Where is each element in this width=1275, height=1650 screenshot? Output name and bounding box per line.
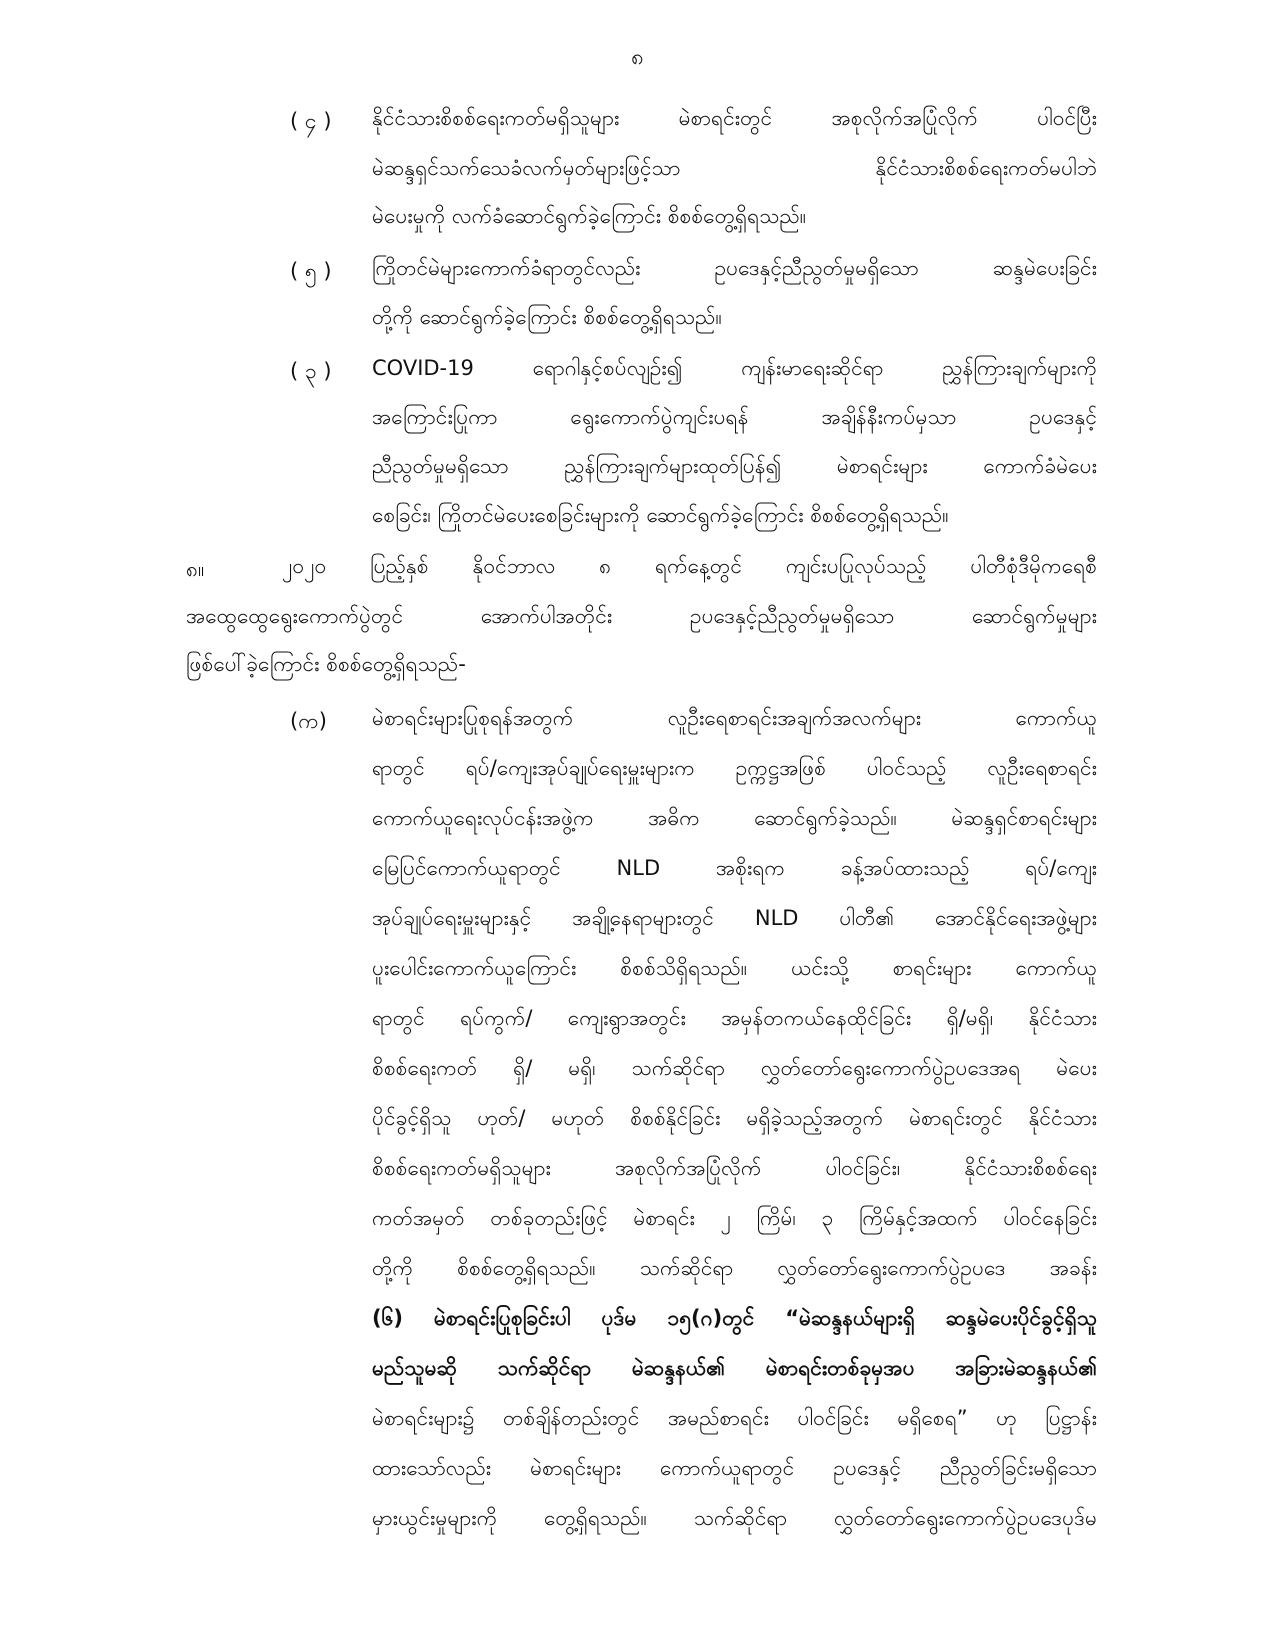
item-line: ညီညွတ်မှုမရှိသော ညွှန်ကြားချက်များထုတ်ပြန်၍ မဲစာရင်းများ ကောက်ခံမဲပေး xyxy=(372,454,1097,478)
item-label: ( ၅ ) xyxy=(290,259,332,283)
item-line: ကြိုတင်မဲများကောက်ခံရာတွင်လည်း ဥပဒေနှင့်ညီညွတ်မှုမရှိသော ဆန္ဒမဲပေးခြင်း xyxy=(372,256,1097,280)
subitem-line: စိစစ်ရေးကတ်မရှိသူများ အစုလိုက်အပြုံလိုက် ပါဝင်ခြင်း၊ နိုင်ငံသားစိစစ်ရေး xyxy=(372,1156,1097,1180)
subitem-line: မြေပြင်ကောက်ယူရာတွင် NLD အစိုးရက ခန့်အပ်ထားသည့် ရပ်/ကျေး xyxy=(372,856,1097,880)
subitem-line: ရာတွင် ရပ်ကွက်/ ကျေးရွာအတွင်း အမှန်တကယ်နေထိုင်ခြင်း ရှိ/မရှိ၊ နိုင်ငံသား xyxy=(372,1006,1097,1030)
subitem-line: ကောက်ယူရေးလုပ်ငန်းအဖွဲ့က အဓိက ဆောင်ရွက်ခဲ့သည်။ မဲဆန္ဒရှင်စာရင်းများ xyxy=(372,806,1097,830)
subitem-line-bold: မည်သူမဆို သက်ဆိုင်ရာ မဲဆန္ဒနယ်၏ မဲစာရင်းတစ်ခုမှအပ အခြားမဲဆန္ဒနယ်၏ xyxy=(372,1356,1097,1380)
section-number: ၈။ xyxy=(186,557,205,581)
subitem-line: တို့ကို စိစစ်တွေ့ရှိရသည်။ သက်ဆိုင်ရာ လွှတ်တော်ရွေးကောက်ပွဲဥပဒေ အခန်း xyxy=(372,1256,1097,1280)
item-line: မဲဆန္ဒရှင်သက်သေခံလက်မှတ်များဖြင့်သာ နိုင်ငံသားစိစစ်ရေးကတ်မပါဘဲ xyxy=(372,156,1097,180)
subitem-line: ပူးပေါင်းကောက်ယူကြောင်း စိစစ်သိရှိရသည်။ ယင်းသို့ စာရင်းများ ကောက်ယူ xyxy=(372,956,1097,980)
subitem-line: ထားသော်လည်း မဲစာရင်းများ ကောက်ယူရာတွင် ဥပဒေနှင့် ညီညွတ်ခြင်းမရှိသော xyxy=(372,1456,1097,1480)
section-line: ဖြစ်ပေါ်ခဲ့ကြောင်း စိစစ်တွေ့ရှိရသည်- xyxy=(186,652,466,676)
item-line: မဲပေးမှုကို လက်ခံဆောင်ရွက်ခဲ့ကြောင်း စိစစ်တွေ့ရှိရသည်။ xyxy=(372,204,807,228)
subitem-line: ရာတွင် ရပ်/ကျေးအုပ်ချုပ်ရေးမှူးများက ဥက္ကဋ္ဌအဖြစ် ပါဝင်သည့် လူဦးရေစာရင်း xyxy=(372,756,1097,780)
item-line: စေခြင်း၊ ကြိုတင်မဲပေးစေခြင်းများကို ဆောင်ရွက်ခဲ့ကြောင်း စိစစ်တွေ့ရှိရသည်။ xyxy=(372,503,949,527)
subitem-line: ပိုင်ခွင့်ရှိသူ ဟုတ်/ မဟုတ် စိစစ်နိုင်ခြင်း မရှိခဲ့သည့်အတွက် မဲစာရင်းတွင် နိုင်ငံသား xyxy=(372,1106,1097,1130)
item-line: အကြောင်းပြုကာ ရွေးကောက်ပွဲကျင်းပရန် အချိန်နီးကပ်မှသာ ဥပဒေနှင့် xyxy=(372,405,1097,429)
subitem-line: မဲစာရင်းများပြုစုရန်အတွက် လူဦးရေစာရင်းအချက်အလက်များ ကောက်ယူ xyxy=(372,706,1097,730)
subitem-line-bold: (၆) မဲစာရင်းပြုစုခြင်းပါ ပုဒ်မ ၁၅(ဂ)တွင် “မဲဆန္ဒနယ်များရှိ ဆန္ဒမဲပေးပိုင်ခွင့်ရှိသူ xyxy=(372,1306,1097,1330)
subitem-label: (က) xyxy=(290,709,327,733)
item-line: နိုင်ငံသားစိစစ်ရေးကတ်မရှိသူများ မဲစာရင်းတွင် အစုလိုက်အပြုံလိုက် ပါဝင်ပြီး xyxy=(372,106,1097,130)
page-number: ၈ xyxy=(631,45,644,70)
subitem-line: မဲစာရင်းများ၌ တစ်ချိန်တည်းတွင် အမည်စာရင်း ပါဝင်ခြင်း မရှိစေရ” ဟု ပြဋ္ဌာန်း xyxy=(372,1406,1097,1430)
subitem-line: အုပ်ချုပ်ရေးမှူးများနှင့် အချို့နေရာများတွင် NLD ပါတီ၏ အောင်နိုင်ရေးအဖွဲ့များ xyxy=(372,906,1097,930)
item-label: ( ၄ ) xyxy=(290,109,332,133)
section-line: အထွေထွေရွေးကောက်ပွဲတွင် အောက်ပါအတိုင်း ဥပဒေနှင့်ညီညွတ်မှုမရှိသော ဆောင်ရွက်မှုများ xyxy=(186,604,1097,628)
item-line: တို့ကို ဆောင်ရွက်ခဲ့ကြောင်း စိစစ်တွေ့ရှိရသည်။ xyxy=(372,305,722,329)
subitem-line: စိစစ်ရေးကတ် ရှိ/ မရှိ၊ သက်ဆိုင်ရာ လွှတ်တော်ရွေးကောက်ပွဲဥပဒေအရ မဲပေး xyxy=(372,1056,1097,1080)
section-line: ၂၀၂၀ ပြည့်နှစ် နိုဝင်ဘာလ ၈ ရက်နေ့တွင် ကျင်းပပြုလုပ်သည့် ပါတီစုံဒီမိုကရေစီ xyxy=(282,554,1097,578)
subitem-line: ကတ်အမှတ် တစ်ခုတည်းဖြင့် မဲစာရင်း ၂ ကြိမ်၊ ၃ ကြိမ်နှင့်အထက် ပါဝင်နေခြင်း xyxy=(372,1206,1097,1230)
item-label: ( ၃ ) xyxy=(290,359,332,383)
subitem-line: မှားယွင်းမှုများကို တွေ့ရှိရသည်။ သက်ဆိုင်ရာ လွှတ်တော်ရွေးကောက်ပွဲဥပဒေပုဒ်မ xyxy=(372,1506,1097,1530)
item-line: COVID-19 ရောဂါနှင့်စပ်လျဉ်း၍ ကျန်းမာရေးဆိုင်ရာ ညွှန်ကြားချက်များကို xyxy=(372,356,1097,380)
